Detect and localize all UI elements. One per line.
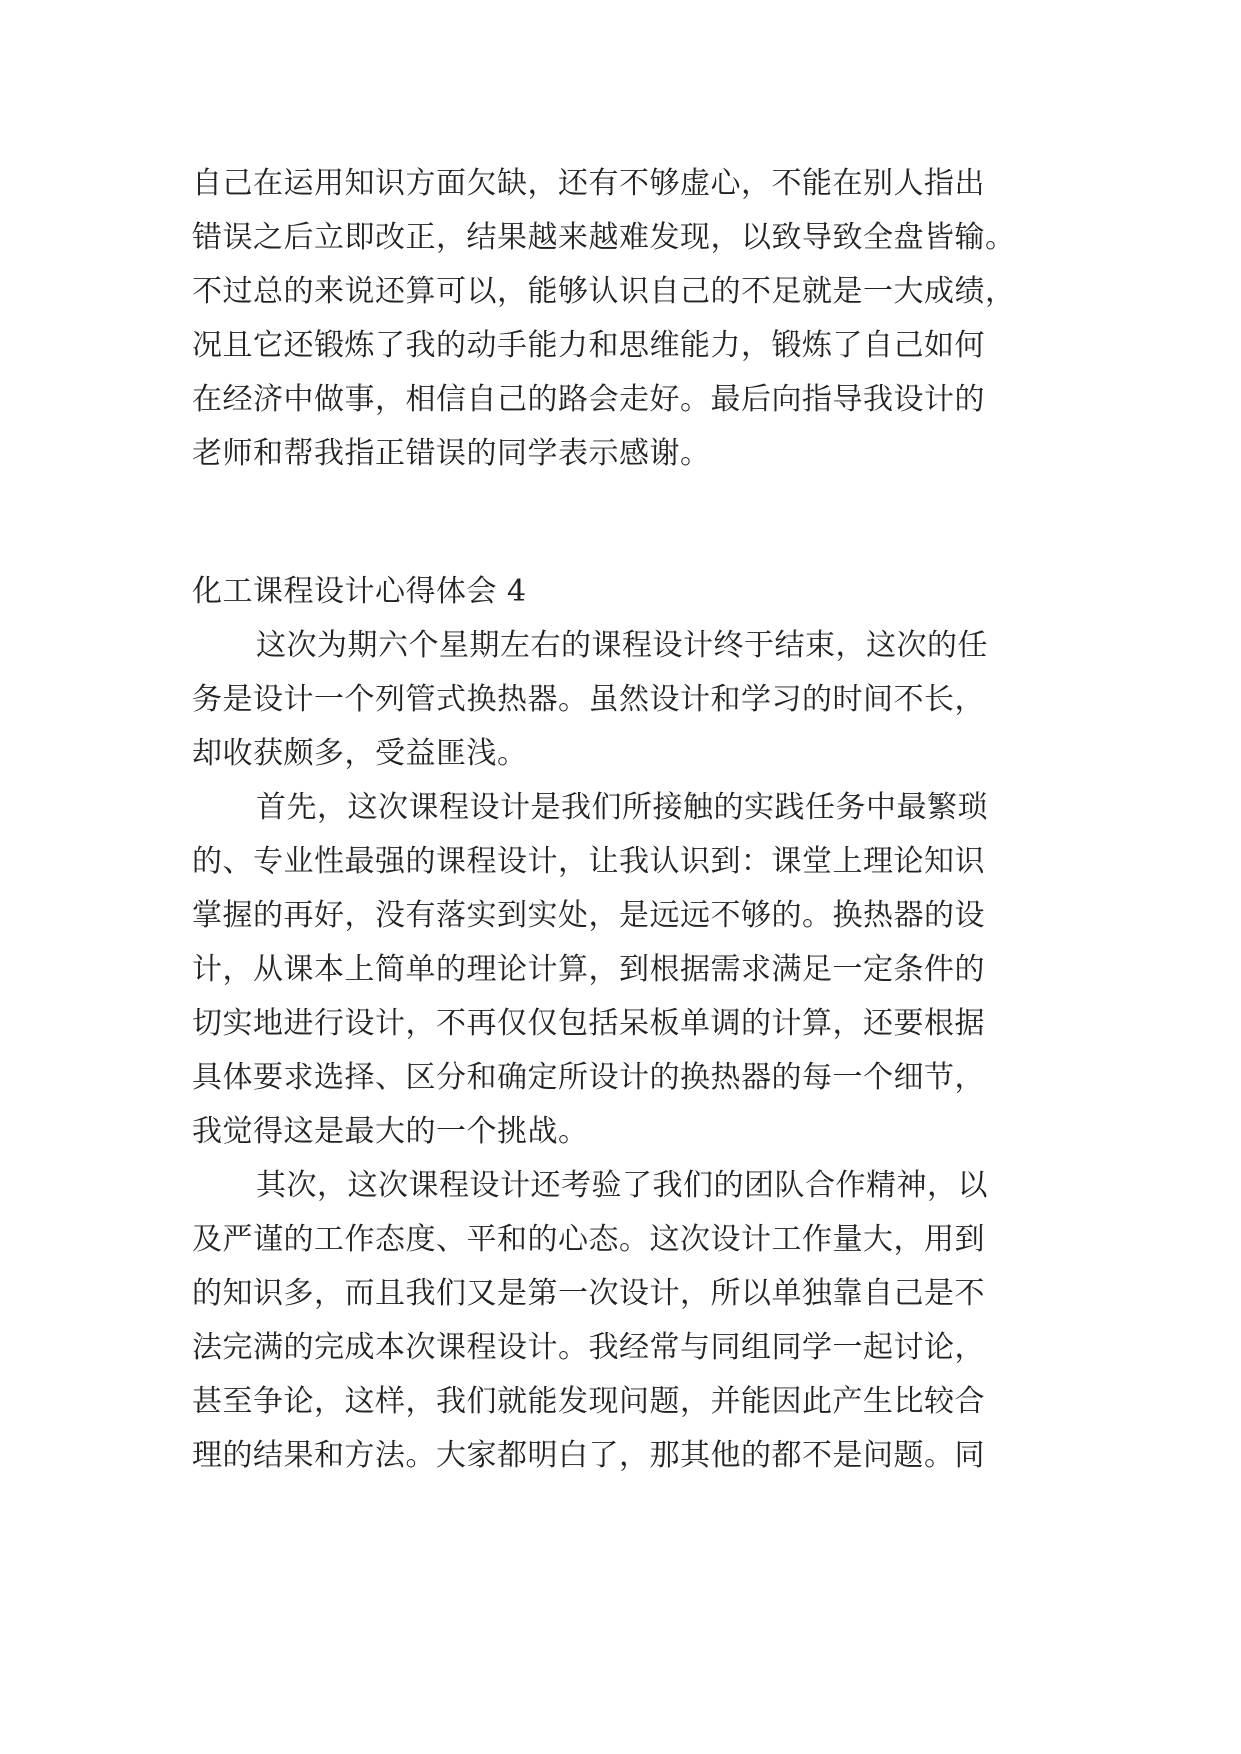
text-line: 首先，这次课程设计是我们所接触的实践任务中最繁琐 bbox=[256, 790, 988, 825]
text-line: 理的结果和方法。大家都明白了，那其他的都不是问题。同 bbox=[192, 1438, 985, 1473]
text-line: 务是设计一个列管式换热器。虽然设计和学习的时间不长， bbox=[192, 682, 985, 717]
text-line: 不过总的来说还算可以，能够认识自己的不足就是一大成绩， bbox=[192, 274, 1016, 309]
text-line: 况且它还锻炼了我的动手能力和思维能力，锻炼了自己如何 bbox=[192, 328, 985, 363]
text-line: 其次，这次课程设计还考验了我们的团队合作精神，以 bbox=[256, 1168, 988, 1203]
section-title: 化工课程设计心得体会 4 bbox=[192, 574, 527, 609]
text-line: 及严谨的工作态度、平和的心态。这次设计工作量大，用到 bbox=[192, 1222, 985, 1257]
text-line: 却收获颇多，受益匪浅。 bbox=[192, 736, 528, 771]
text-line: 这次为期六个星期左右的课程设计终于结束，这次的任 bbox=[256, 628, 988, 663]
text-line: 法完满的完成本次课程设计。我经常与同组同学一起讨论， bbox=[192, 1330, 985, 1365]
text-line: 自己在运用知识方面欠缺，还有不够虚心，不能在别人指出 bbox=[192, 166, 985, 201]
text-line: 甚至争论，这样，我们就能发现问题，并能因此产生比较合 bbox=[192, 1384, 985, 1419]
text-line: 切实地进行设计，不再仅仅包括呆板单调的计算，还要根据 bbox=[192, 1006, 985, 1041]
text-line: 的知识多，而且我们又是第一次设计，所以单独靠自己是不 bbox=[192, 1276, 985, 1311]
text-line: 掌握的再好，没有落实到实处，是远远不够的。换热器的设 bbox=[192, 898, 985, 933]
text-line: 计，从课本上简单的理论计算，到根据需求满足一定条件的 bbox=[192, 952, 985, 987]
text-line: 具体要求选择、区分和确定所设计的换热器的每一个细节， bbox=[192, 1060, 985, 1095]
text-line: 错误之后立即改正，结果越来越难发现，以致导致全盘皆输。 bbox=[192, 220, 1016, 255]
text-line: 我觉得这是最大的一个挑战。 bbox=[192, 1114, 589, 1149]
text-line: 的、专业性最强的课程设计，让我认识到：课堂上理论知识 bbox=[192, 844, 985, 879]
text-line: 在经济中做事，相信自己的路会走好。最后向指导我设计的 bbox=[192, 382, 985, 417]
text-line: 老师和帮我指正错误的同学表示感谢。 bbox=[192, 436, 711, 471]
